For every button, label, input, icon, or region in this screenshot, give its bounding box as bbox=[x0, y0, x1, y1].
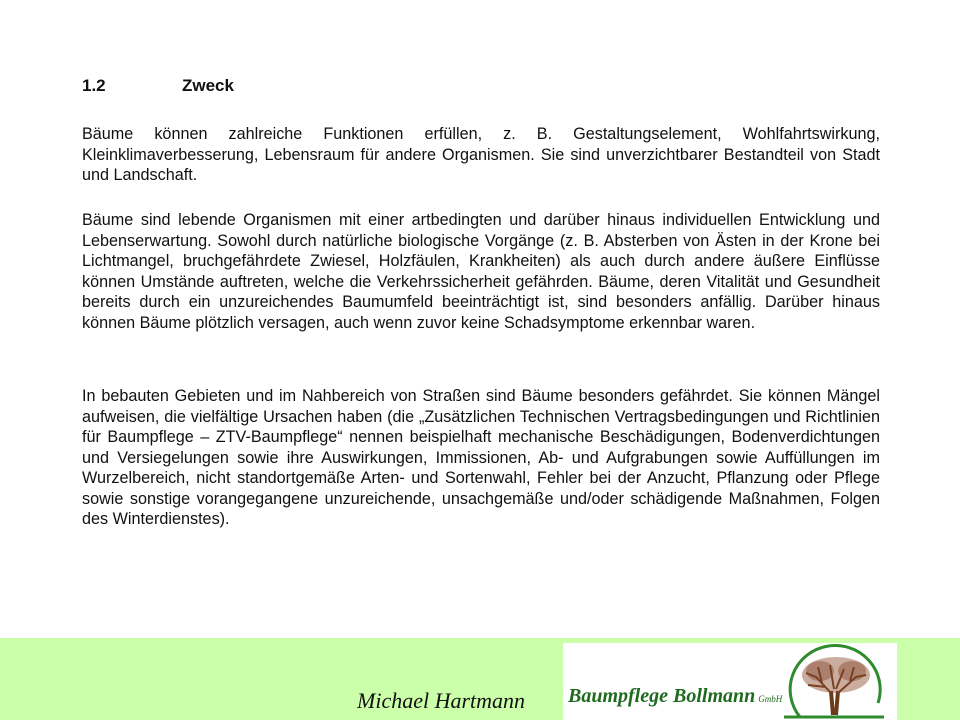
company-name bbox=[568, 685, 782, 708]
company-name-text: Baumpflege Bollmann bbox=[568, 685, 756, 707]
section-number: 1.2 bbox=[82, 76, 106, 95]
paragraph-functions: Bäume können zahlreiche Funktionen erfüllen, z. B. Gestaltungselement, Wohlfahrtswirkung, Kleinklimaverbesserung, Lebensraum für andere Organismen. Sie sind unverzichtbarer Bestandteil von Stadt und Landschaft. bbox=[82, 125, 880, 184]
paragraph-urban-risks: In bebauten Gebieten und im Nahbereich von Straßen sind Bäume besonders gefährdet. Sie können Mängel aufweisen, die vielfältige Ursachen haben (die „Zusätzlichen Technischen Vertragsbedingungen und Richtlinien für Baumpflege – ZTV-Baumpflege“ nennen beispielhaft mechanische Beschädigungen, Bodenverdichtungen und Versiegelungen sowie ihre Auswirkungen, Immissionen, Ab- und Aufgrabungen sowie Auffüllungen im Wurzelbereich, nicht standortgemäße Arten- und Sortenwahl, Fehler bei der Anzucht, Pflanzung oder Pflege sowie sonstige vorangegangene unzureichende, unsachgemäße und/oder schädigende Maßnahmen, Folgen des Winterdienstes). bbox=[82, 387, 880, 528]
paragraph-organisms: Bäume sind lebende Organismen mit einer artbedingten und darüber hinaus individuellen Entwicklung und Lebenserwartung. Sowohl durch natürliche biologische Vorgänge (z. B. Absterben von Ästen in der Krone bei Lichtmangel, bruchgefährdete Zwiesel, Holzfäulen, Krankheiten) als auch durch andere äußere Einflüsse können Umstände auftreten, welche die Verkehrssicherheit gefährden. Bäume, deren Vitalität und Gesundheit bereits durch ein unzureichendes Baumumfeld beeinträchtigt ist, sind besonders anfällig. Darüber hinaus können Bäume plötzlich versagen, auch wenn zuvor keine Schadsymptome erkennbar waren. bbox=[82, 211, 880, 332]
tree-logo-icon bbox=[778, 643, 890, 720]
section-title: Zweck bbox=[182, 76, 234, 95]
author-name: Michael Hartmann bbox=[357, 688, 526, 713]
company-suffix: GmbH bbox=[758, 694, 783, 704]
